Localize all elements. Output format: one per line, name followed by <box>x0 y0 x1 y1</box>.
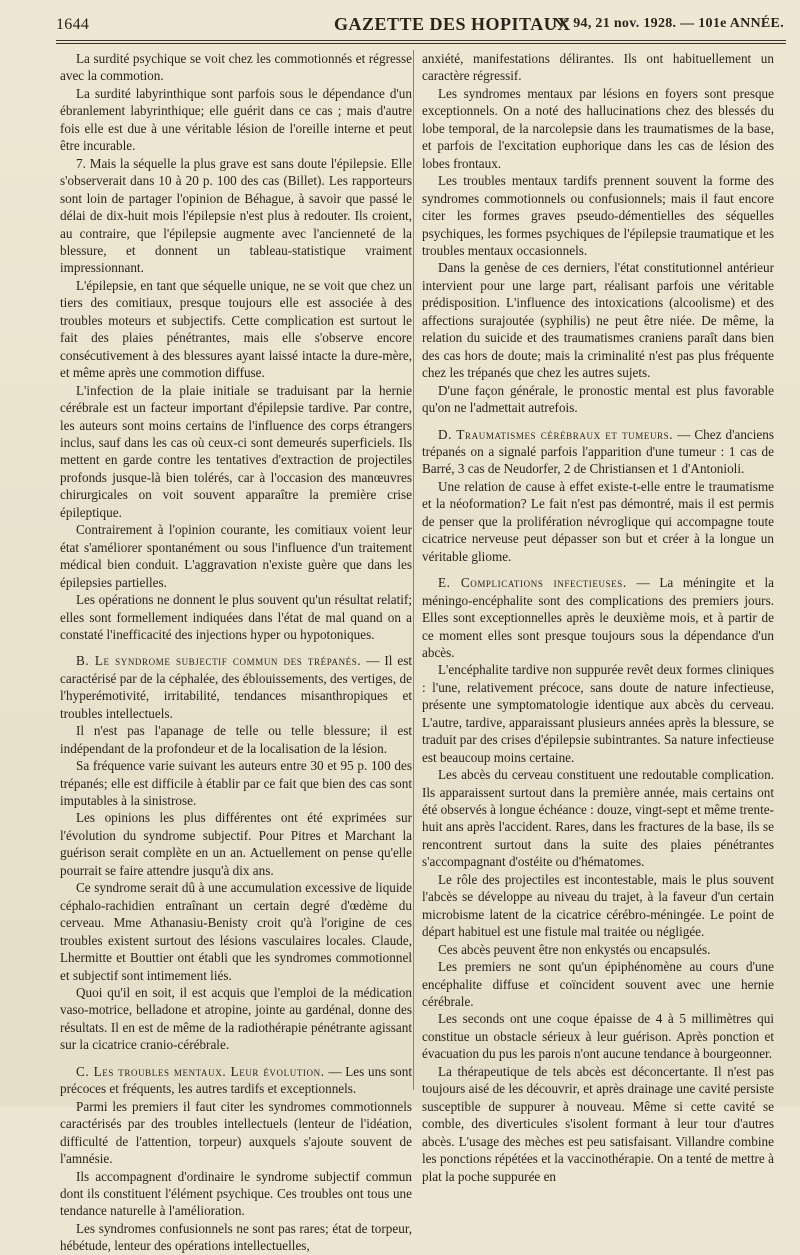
paragraph: Parmi les premiers il faut citer les syndromes commotionnels caractérisés par des troubles intellectuels (lenteur de l'idéation, difficulté de l'attention, torpeur) auxquels s'ajoute souvent de l'amnésie. <box>60 1098 412 1167</box>
paragraph: anxiété, manifestations délirantes. Ils ont habituellement un caractère régressif. <box>422 51 774 84</box>
section-text: — La méningite et la méningo-encéphalite sont des complications des premiers jours. Elles sont exceptionnelles après le deuxième mois, et à partir de ce moment elles sont presque toujours sous la dépendance d'un abcès. <box>422 575 774 660</box>
paragraph: Dans la genèse de ces derniers, l'état constitutionnel antérieur intervient pour une large part, réalisant parfois une véritable prédisposition. L'influence des intoxications (alcoolisme) et des affections surajoutée (syphilis) ne peut être niée. De même, la relation du suicide et des traumatismes craniens paraît dans bien des cas hors de doute; mais la criminalité n'est pas plus fréquente chez les trépanés que chez les autres sujets. <box>422 260 774 381</box>
paragraph: Les syndromes mentaux par lésions en foyers sont presque exceptionnels. On a noté des hallucinations chez des blessés du lobe temporal, de la narcolepsie dans les traumatismes de la base, et parfois de l'excitation euphorique dans les cas de lésion des lobes frontaux. <box>422 85 774 171</box>
paragraph: La surdité labyrinthique sont parfois sous le dépendance d'un ébranlement labyrinthique; elle guérit dans ce cas ; mais d'autre fois elle est due à une véritable lésion de l'oreille interne et peut être incurable. <box>60 85 412 154</box>
paragraph: Le rôle des projectiles est incontestable, mais le plus souvent l'abcès se développe au niveau du trajet, à la faveur d'un certain microbisme latent de la cicatrice cérébro-méningée. Le point de départ habituel est une fistule mal traitée ou négligée. <box>422 871 774 940</box>
paragraph: Ces abcès peuvent être non enkystés ou encapsulés. <box>438 941 711 957</box>
paragraph: Les seconds ont une coque épaisse de 4 à 5 millimètres qui constitue un obstacle sérieux à leur guérison. Après ponction et évacuation du pus les parois n'ont aucune tendance à bourgeonner. <box>422 1011 774 1062</box>
journal-title: GAZETTE DES HOPITAUX <box>334 14 571 34</box>
paragraph: Les opérations ne donnent le plus souvent qu'un résultat relatif; elles sont formellement indiquées dans l'état de mal quand on a constaté l'inefficacité des injections hyper ou hypotoniques. <box>60 592 412 642</box>
page-header <box>56 14 784 38</box>
paragraph: Contrairement à l'opinion courante, les comitiaux voient leur état s'améliorer spontanément ou sous l'influence d'un traitement médical bien conduit. L'aggravation n'existe guère que dans les épilepsies partielles. <box>60 522 412 590</box>
section-d <box>422 426 774 478</box>
paragraph: Ils accompagnent d'ordinaire le syndrome subjectif commun dont ils constituent l'élément psychique. Ces troubles ont tous une tendance naturelle à l'amélioration. <box>60 1168 412 1219</box>
paragraph: Sa fréquence varie suivant les auteurs entre 30 et 95 p. 100 des trépanés; elle est difficile à établir par ce fait que bien des cas sont imputables à la sinistrose. <box>60 758 412 809</box>
section-b <box>60 652 412 722</box>
paragraph: 7. Mais la séquelle la plus grave est sans doute l'épilepsie. Elle s'observerait dans 10 à 20 p. 100 des cas (Billet). Les rapporteurs sont loin de partager l'opinion de Béhague, à savoir que passé le délai de dix-huit mois l'épilepsie n'est plus à redouter. Ils croient, au contraire, que l'épilepsie augmente avec l'ancienneté de la blessure, et donnent un tableau-statistique vraiment impressionnant. <box>60 155 412 276</box>
column-separator <box>413 50 414 1090</box>
section-heading: D. Traumatismes cérébraux et tumeurs. <box>438 426 674 442</box>
paragraph: D'une façon générale, le pronostic mental est plus favorable qu'on ne l'admettait autrefois. <box>422 382 774 416</box>
right-column <box>422 50 774 1185</box>
section-heading: B. Le syndrome subjectif commun des trépanés. <box>76 653 362 669</box>
section-text: — Il est caractérisé par de la céphalée, des éblouissements, des vertiges, de l'hyperémotivité, irritabilité, tendances misanthropiques et troubles intellectuels. <box>60 653 412 721</box>
header-rule-top <box>56 40 786 41</box>
section-heading: E. Complications infectieuses. <box>438 575 627 591</box>
header-rule-bottom <box>56 43 786 44</box>
paragraph: Il n'est pas l'apanage de telle ou telle blessure; il est indépendant de la profondeur et de la localisation de la lésion. <box>60 723 412 756</box>
section-text: — Les uns sont précoces et fréquents, les autres tardifs et exceptionnels. <box>60 1063 412 1097</box>
paragraph: Les syndromes confusionnels ne sont pas rares; état de torpeur, hébétude, lenteur des opérations intellectuelles, <box>60 1220 412 1254</box>
page-number: 1644 <box>56 16 90 33</box>
paragraph: La thérapeutique de tels abcès est déconcertante. Il n'est pas toujours aisé de les découvrir, et après drainage une cavité persiste susceptible de suppurer à nouveau. Même si cette cavité se comble, des diverticules s'isolent formant à leur tour d'autres abcès. L'usage des mèches est peu satisfaisant. Villandre combine les ponctions répétées et la vaccinothérapie. On a tenté de mettre à plat la poche suppurée en <box>422 1063 774 1184</box>
paragraph: L'infection de la plaie initiale se traduisant par la hernie cérébrale est un facteur important d'épilepsie tardive. Par contre, les auteurs sont moins certains de l'influence des corps étrangers inclus, sauf dans les cas où ceux-ci sont demeurés superficiels. Ils mettent en garde contre les tentatives d'extraction de projectiles profonds jusque-là bien tolérés, car à l'occasion des manœuvres chirurgicales on voit souvent apparaître la première crise épileptique. <box>60 382 412 520</box>
left-column <box>60 50 412 1255</box>
paragraph: Ce syndrome serait dû à une accumulation excessive de liquide céphalo-rachidien entraînant un certain degré d'œdème du cerveau. Mme Athanasiu-Benisty croit qu'à l'origine de ces troubles existent surtout des lésions vasculaires locales. Claude, Lhermitte et Bouttier ont établi que les syndromes commotionnel et subjectif sont intimement liés. <box>60 880 412 983</box>
section-heading: C. Les troubles mentaux. Leur évolution. <box>76 1063 325 1079</box>
section-e <box>422 574 774 661</box>
issue-info: N° 94, 21 nov. 1928. — 101e ANNÉE. <box>553 16 784 31</box>
paragraph: Les opinions les plus différentes ont été exprimées sur l'évolution du syndrome subjectif. Pour Pitres et Marchant la guérison serait complète en un an. Actuellement on pense qu'elle pourrait se faire attendre jusqu'à dix ans. <box>60 810 412 878</box>
paragraph: Une relation de cause à effet existe-t-elle entre le traumatisme et la néoformation? Le fait n'est pas démontré, mais il est permis de penser que la prolifération névroglique qui accompagne toute cicatrice nerveuse peut dépasser son but et créer à la longue un véritable gliome. <box>422 478 774 564</box>
paragraph: La surdité psychique se voit chez les commotionnés et régresse avec la commotion. <box>60 51 412 84</box>
paragraph: L'encéphalite tardive non suppurée revêt deux formes cliniques : l'une, relativement précoce, sans doute de nature infectieuse, présente une symptomatologie identique aux abcès du cerveau. L'autre, tardive, apparaissant plusieurs années après la blessure, se traduit par des crises d'épilepsie subintrantes. Sa nature infectieuse est beaucoup moins certaine. <box>422 662 774 765</box>
section-text: — Chez d'anciens trépanés on a signalé parfois l'apparition d'une tumeur : 1 cas de Barré, 3 cas de Neudorfer, 2 de Christiansen et 1 d'Antonioli. <box>422 426 775 477</box>
paragraph: Quoi qu'il en soit, il est acquis que l'emploi de la médication vaso-motrice, belladone et atropine, jointe au gardénal, donne des résultats. Il en est de même de la radiothérapie pénétrante agissant sur la cicatrice cranio-cérébrale. <box>60 985 412 1053</box>
paragraph: Les troubles mentaux tardifs prennent souvent la forme des syndromes commotionnels ou confusionnels; mais il faut encore citer les formes graves pseudo-démentielles des séquelles psychiques, les formes psychiques de l'épilepsie traumatique et les troubles mentaux occasionnels. <box>422 173 774 258</box>
section-c <box>60 1063 412 1098</box>
paragraph: Les premiers ne sont qu'un épiphénomène au cours d'une encéphalite diffuse et coïncident souvent avec une hernie cérébrale. <box>422 959 774 1010</box>
paragraph: Les abcès du cerveau constituent une redoutable complication. Ils apparaissent surtout dans la première année, mais certains ont été observés à longue échéance : douze, vingt-sept et même trente-huit ans après l'accident. Rares, dans les fractures de la base, ils se rencontrent surtout dans la suite des plaies pénétrantes s'accompagnant d'ostéite ou d'hématomes. <box>422 767 774 870</box>
paragraph: L'épilepsie, en tant que séquelle unique, ne se voit que chez un tiers des comitiaux, presque toujours elle est associée à des troubles moteurs et subjectifs. Cette complication est surtout le fait des plaies pénétrantes, mais elle s'observe encore consécutivement à des blessures ayant laissé intacte la dure-mère, et même après une commotion diffuse. <box>60 277 412 381</box>
